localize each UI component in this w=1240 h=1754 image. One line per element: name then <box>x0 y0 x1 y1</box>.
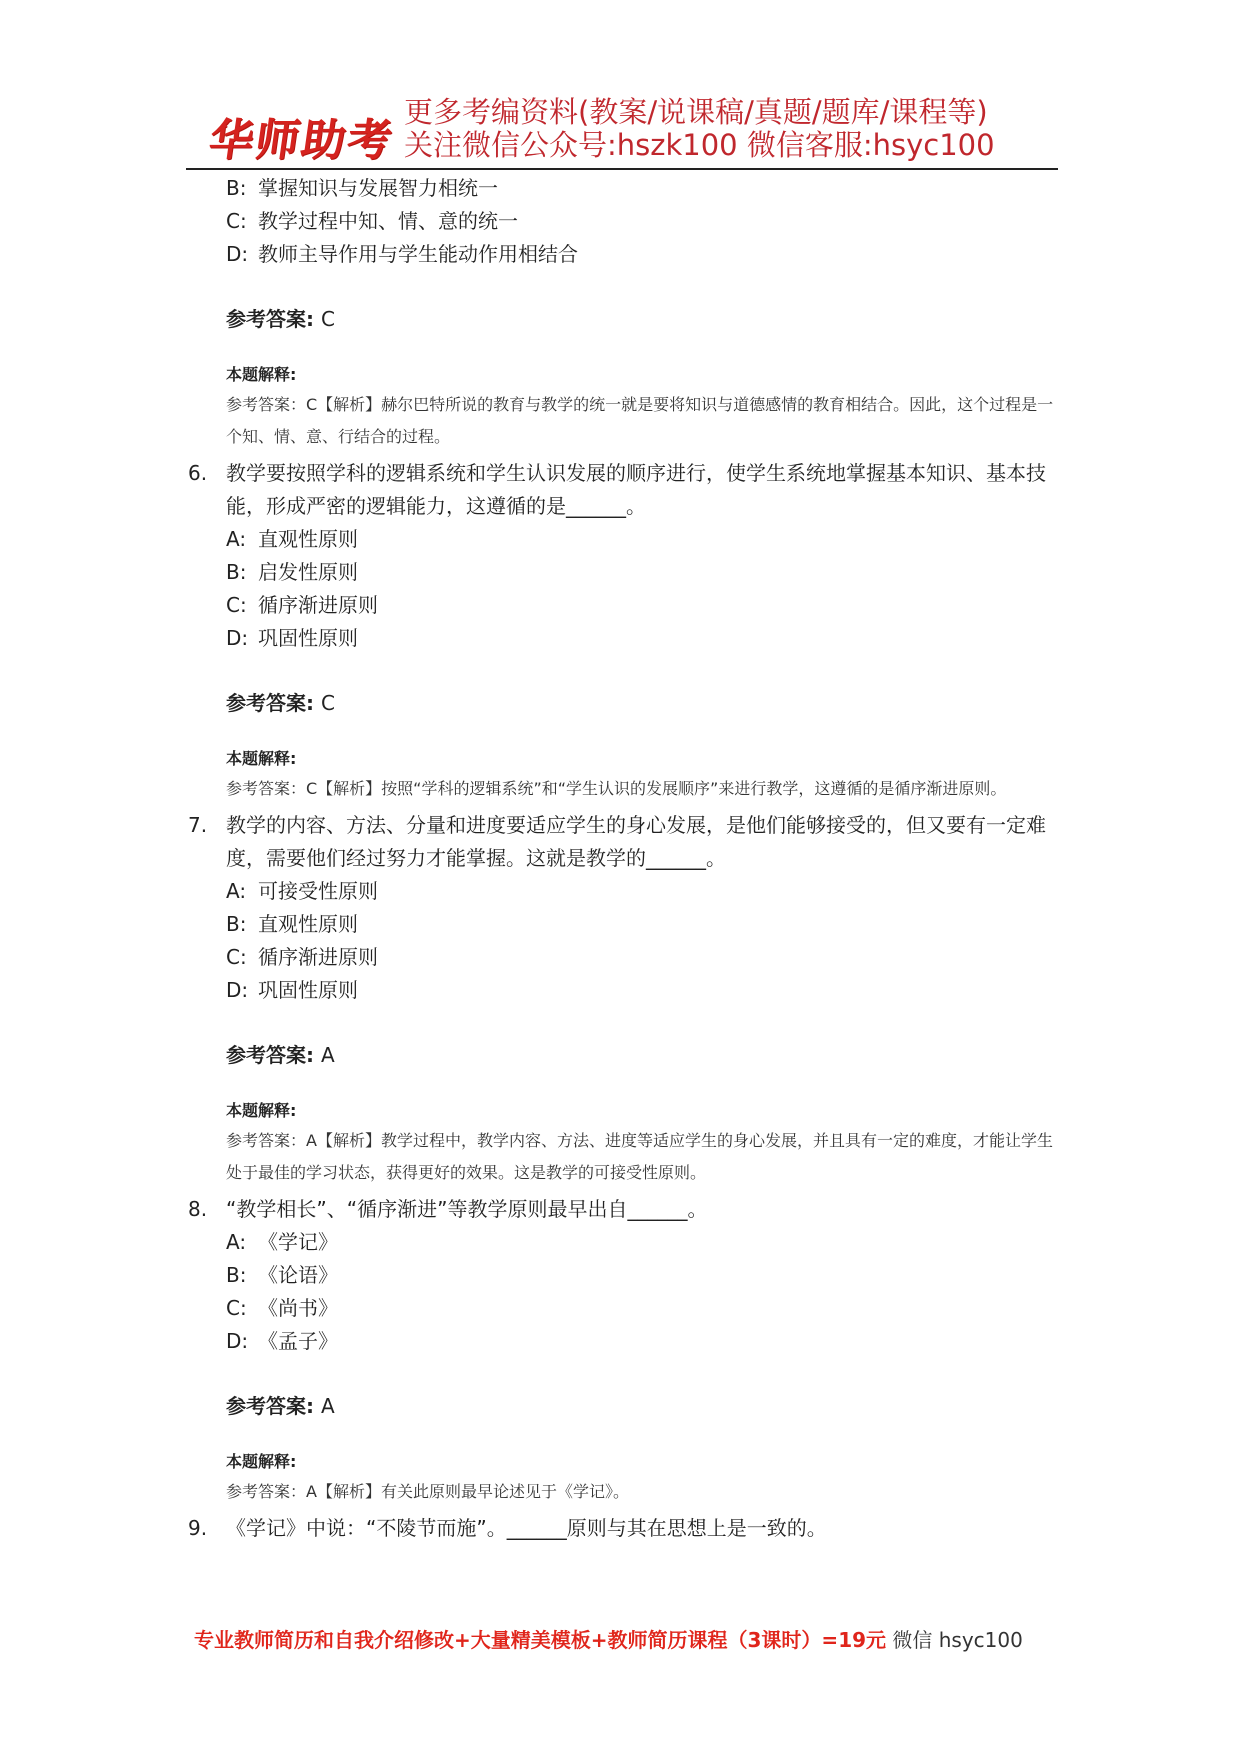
option-d: D: 《孟子》 <box>226 1329 338 1353</box>
prev-question-tail <box>186 172 1066 453</box>
analysis-text: 参考答案：A【解析】有关此原则最早论述见于《学记》。 <box>226 1482 629 1501</box>
option-b: B: 《论语》 <box>226 1263 338 1287</box>
question-stem: 《学记》中说：“不陵节而施”。______原则与其在思想上是一致的。 <box>226 1516 827 1540</box>
question-7 <box>186 809 1066 1189</box>
option-a: A: 直观性原则 <box>226 527 358 551</box>
analysis-title: 本题解释: <box>226 749 297 768</box>
option-c: C: 循序渐进原则 <box>226 945 378 969</box>
header-line-1: 更多考编资料(教案/说课稿/真题/题库/课程等) <box>404 95 988 129</box>
question-number: 8. <box>188 1197 208 1221</box>
option-c: C: 循序渐进原则 <box>226 593 378 617</box>
analysis-text: 参考答案：C【解析】赫尔巴特所说的教育与教学的统一就是要将知识与道德感情的教育相结合。因此，这个过程是一个知、情、意、行结合的过程。 <box>226 395 1054 446</box>
option-b: B: 直观性原则 <box>226 912 358 936</box>
question-number: 6. <box>188 461 208 485</box>
option-c: C: 教学过程中知、情、意的统一 <box>226 209 518 233</box>
option-d: D: 巩固性原则 <box>226 626 358 650</box>
question-stem: “教学相长”、“循序渐进”等教学原则最早出自______。 <box>226 1197 708 1221</box>
footer-promo-text: 专业教师简历和自我介绍修改+大量精美模板+教师简历课程（3课时）=19元 <box>194 1628 887 1652</box>
reference-answer: 参考答案: C <box>226 691 335 715</box>
option-c: C: 《尚书》 <box>226 1296 338 1320</box>
option-b: B: 掌握知识与发展智力相统一 <box>226 176 498 200</box>
option-b: B: 启发性原则 <box>226 560 358 584</box>
option-a: A: 可接受性原则 <box>226 879 378 903</box>
question-stem: 教学的内容、方法、分量和进度要适应学生的身心发展，是他们能够接受的，但又要有一定难度，需要他们经过努力才能掌握。这就是教学的______。 <box>226 813 1046 870</box>
option-d: D: 巩固性原则 <box>226 978 358 1002</box>
header-divider <box>186 168 1058 170</box>
option-d: D: 教师主导作用与学生能动作用相结合 <box>226 242 578 266</box>
question-9 <box>186 1512 1066 1545</box>
question-page <box>186 172 1066 1545</box>
brand-logo: 华师助考 <box>205 115 397 166</box>
question-6 <box>186 457 1066 805</box>
footer-wechat: 微信 hsyc100 <box>886 1628 1023 1652</box>
analysis-title: 本题解释: <box>226 365 297 384</box>
question-8 <box>186 1193 1066 1508</box>
question-number: 7. <box>188 813 208 837</box>
reference-answer: 参考答案: A <box>226 1043 335 1067</box>
question-number: 9. <box>188 1516 208 1540</box>
reference-answer: 参考答案: A <box>226 1394 335 1418</box>
analysis-title: 本题解释: <box>226 1101 297 1120</box>
header-line-2: 关注微信公众号:hszk100 微信客服:hsyc100 <box>404 128 995 162</box>
footer-promo <box>194 1624 1023 1653</box>
analysis-text: 参考答案：C【解析】按照“学科的逻辑系统”和“学生认识的发展顺序”来进行教学，这遵循的是循序渐进原则。 <box>226 779 1007 798</box>
option-a: A: 《学记》 <box>226 1230 338 1254</box>
analysis-text: 参考答案：A【解析】教学过程中，教学内容、方法、进度等适应学生的身心发展，并且具有一定的难度，才能让学生处于最佳的学习状态，获得更好的效果。这是教学的可接受性原则。 <box>226 1131 1053 1182</box>
reference-answer: 参考答案: C <box>226 307 335 331</box>
analysis-title: 本题解释: <box>226 1452 297 1471</box>
question-stem: 教学要按照学科的逻辑系统和学生认识发展的顺序进行，使学生系统地掌握基本知识、基本技能，形成严密的逻辑能力，这遵循的是______。 <box>226 461 1046 518</box>
header-banner <box>205 95 1062 166</box>
header-promo <box>404 96 995 162</box>
